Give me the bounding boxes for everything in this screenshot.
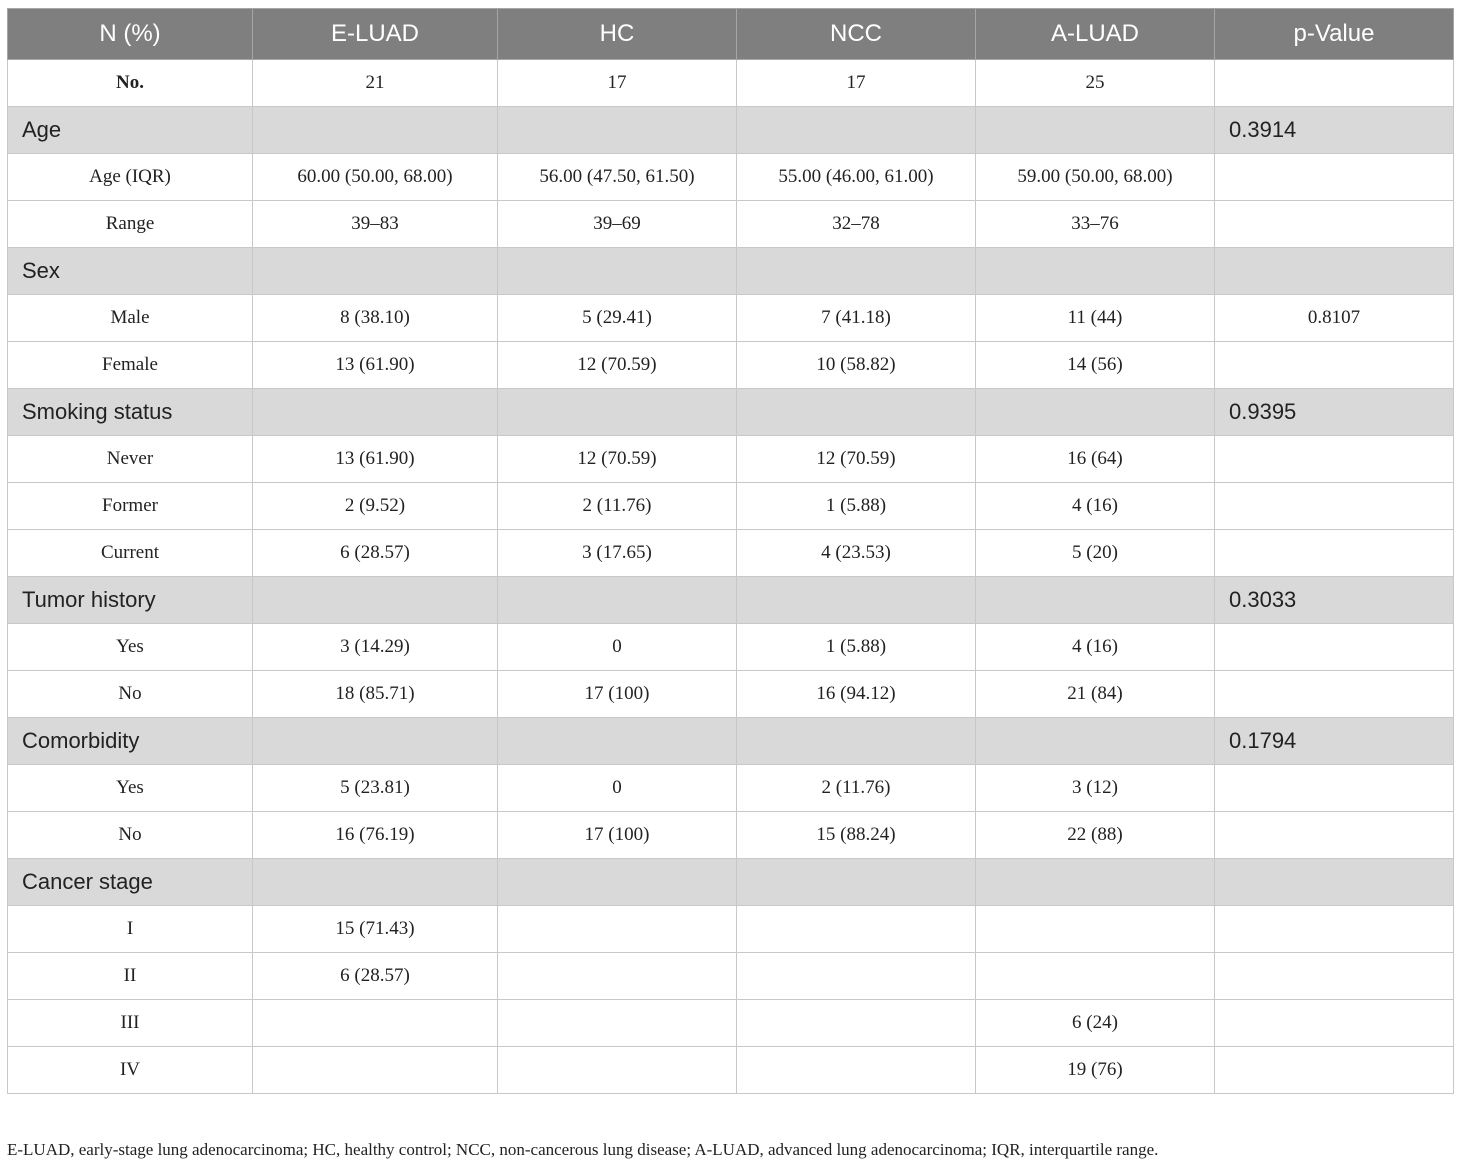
- section-title: Tumor history: [8, 577, 253, 624]
- cell-ncc: 1 (5.88): [737, 624, 976, 671]
- section-empty-cell: [737, 577, 976, 624]
- header-p-value: p-Value: [1215, 9, 1454, 60]
- section-row-tumor-history: [8, 577, 1454, 624]
- table-row: [8, 765, 1454, 812]
- cell-a-luad: 21 (84): [976, 671, 1215, 718]
- table-row: [8, 295, 1454, 342]
- cell-ncc: [737, 906, 976, 953]
- cell-hc: 5 (29.41): [498, 295, 737, 342]
- row-label: Female: [8, 342, 253, 389]
- cell-ncc: [737, 1047, 976, 1094]
- cell-a-luad: 25: [976, 60, 1215, 107]
- cell-hc: 39–69: [498, 201, 737, 248]
- section-title: Comorbidity: [8, 718, 253, 765]
- section-title: Sex: [8, 248, 253, 295]
- cell-p-value: [1215, 765, 1454, 812]
- table-row: [8, 953, 1454, 1000]
- table-row: [8, 436, 1454, 483]
- header-n-percent: N (%): [8, 9, 253, 60]
- cell-ncc: [737, 1000, 976, 1047]
- table-row: [8, 342, 1454, 389]
- row-label: Range: [8, 201, 253, 248]
- section-p-value: 0.3033: [1215, 577, 1454, 624]
- section-empty-cell: [737, 859, 976, 906]
- cell-e-luad: [253, 1000, 498, 1047]
- cell-a-luad: 6 (24): [976, 1000, 1215, 1047]
- row-label: II: [8, 953, 253, 1000]
- section-p-value: [1215, 248, 1454, 295]
- header-ncc: NCC: [737, 9, 976, 60]
- cell-a-luad: 33–76: [976, 201, 1215, 248]
- section-row-age: [8, 107, 1454, 154]
- header-hc: HC: [498, 9, 737, 60]
- cell-p-value: [1215, 812, 1454, 859]
- cell-a-luad: 14 (56): [976, 342, 1215, 389]
- section-empty-cell: [976, 718, 1215, 765]
- cell-a-luad: 3 (12): [976, 765, 1215, 812]
- section-empty-cell: [498, 718, 737, 765]
- row-label: Age (IQR): [8, 154, 253, 201]
- section-title: Cancer stage: [8, 859, 253, 906]
- cell-p-value: [1215, 671, 1454, 718]
- cell-p-value: 0.8107: [1215, 295, 1454, 342]
- table-row: [8, 1047, 1454, 1094]
- section-row-comorbidity: [8, 718, 1454, 765]
- row-label: Former: [8, 483, 253, 530]
- cell-p-value: [1215, 201, 1454, 248]
- cell-e-luad: 39–83: [253, 201, 498, 248]
- table-row: [8, 906, 1454, 953]
- cell-hc: 12 (70.59): [498, 342, 737, 389]
- row-label: No: [8, 671, 253, 718]
- cell-ncc: 15 (88.24): [737, 812, 976, 859]
- cell-e-luad: 13 (61.90): [253, 342, 498, 389]
- table-row: [8, 624, 1454, 671]
- cell-p-value: [1215, 953, 1454, 1000]
- table-row: [8, 201, 1454, 248]
- table-footnote: E-LUAD, early-stage lung adenocarcinoma; HC, healthy control; NCC, non-cancerous lung disease; A-LUAD, advanced lung adenocarcinoma; IQR, interquartile range.: [7, 1140, 1159, 1159]
- row-label: Male: [8, 295, 253, 342]
- section-empty-cell: [737, 107, 976, 154]
- section-empty-cell: [976, 107, 1215, 154]
- row-label: No: [8, 812, 253, 859]
- header-e-luad: E-LUAD: [253, 9, 498, 60]
- cell-p-value: [1215, 906, 1454, 953]
- section-empty-cell: [976, 859, 1215, 906]
- section-empty-cell: [976, 389, 1215, 436]
- cell-p-value: [1215, 342, 1454, 389]
- cell-hc: 0: [498, 765, 737, 812]
- row-label: I: [8, 906, 253, 953]
- section-empty-cell: [253, 248, 498, 295]
- cell-e-luad: 60.00 (50.00, 68.00): [253, 154, 498, 201]
- cell-ncc: 32–78: [737, 201, 976, 248]
- cell-ncc: 16 (94.12): [737, 671, 976, 718]
- section-p-value: 0.3914: [1215, 107, 1454, 154]
- table-row: [8, 671, 1454, 718]
- row-label: Yes: [8, 624, 253, 671]
- section-empty-cell: [498, 859, 737, 906]
- section-title: Smoking status: [8, 389, 253, 436]
- cell-e-luad: 5 (23.81): [253, 765, 498, 812]
- section-row-sex: [8, 248, 1454, 295]
- cell-ncc: 17: [737, 60, 976, 107]
- cell-ncc: 12 (70.59): [737, 436, 976, 483]
- cell-e-luad: 16 (76.19): [253, 812, 498, 859]
- cell-a-luad: 4 (16): [976, 624, 1215, 671]
- cell-e-luad: 8 (38.10): [253, 295, 498, 342]
- cell-p-value: [1215, 60, 1454, 107]
- cell-hc: 17 (100): [498, 812, 737, 859]
- header-a-luad: A-LUAD: [976, 9, 1215, 60]
- cell-hc: 12 (70.59): [498, 436, 737, 483]
- cell-hc: 3 (17.65): [498, 530, 737, 577]
- cell-ncc: 7 (41.18): [737, 295, 976, 342]
- cell-hc: 56.00 (47.50, 61.50): [498, 154, 737, 201]
- cell-ncc: 1 (5.88): [737, 483, 976, 530]
- cell-hc: [498, 953, 737, 1000]
- section-empty-cell: [498, 107, 737, 154]
- cell-p-value: [1215, 1047, 1454, 1094]
- section-empty-cell: [253, 577, 498, 624]
- section-p-value: 0.9395: [1215, 389, 1454, 436]
- section-title: Age: [8, 107, 253, 154]
- cell-p-value: [1215, 154, 1454, 201]
- section-p-value: 0.1794: [1215, 718, 1454, 765]
- cell-hc: 17: [498, 60, 737, 107]
- section-empty-cell: [498, 248, 737, 295]
- cell-ncc: 55.00 (46.00, 61.00): [737, 154, 976, 201]
- section-empty-cell: [737, 389, 976, 436]
- cell-e-luad: 21: [253, 60, 498, 107]
- cell-hc: 17 (100): [498, 671, 737, 718]
- section-empty-cell: [253, 718, 498, 765]
- cell-hc: [498, 906, 737, 953]
- section-empty-cell: [976, 248, 1215, 295]
- cell-e-luad: 15 (71.43): [253, 906, 498, 953]
- section-row-cancer-stage: [8, 859, 1454, 906]
- section-p-value: [1215, 859, 1454, 906]
- table-row: [8, 530, 1454, 577]
- row-label: IV: [8, 1047, 253, 1094]
- section-empty-cell: [737, 718, 976, 765]
- cell-a-luad: 4 (16): [976, 483, 1215, 530]
- cell-p-value: [1215, 624, 1454, 671]
- cell-p-value: [1215, 530, 1454, 577]
- cell-a-luad: [976, 906, 1215, 953]
- cell-a-luad: 11 (44): [976, 295, 1215, 342]
- cell-p-value: [1215, 1000, 1454, 1047]
- section-row-smoking: [8, 389, 1454, 436]
- cell-hc: 2 (11.76): [498, 483, 737, 530]
- cell-e-luad: 2 (9.52): [253, 483, 498, 530]
- cell-hc: 0: [498, 624, 737, 671]
- section-empty-cell: [253, 107, 498, 154]
- header-row: [8, 9, 1454, 60]
- section-empty-cell: [253, 389, 498, 436]
- cell-ncc: 2 (11.76): [737, 765, 976, 812]
- cell-e-luad: 13 (61.90): [253, 436, 498, 483]
- cell-p-value: [1215, 436, 1454, 483]
- section-empty-cell: [498, 389, 737, 436]
- cell-a-luad: 16 (64): [976, 436, 1215, 483]
- cell-ncc: 10 (58.82): [737, 342, 976, 389]
- cell-e-luad: 18 (85.71): [253, 671, 498, 718]
- row-label: Never: [8, 436, 253, 483]
- cell-p-value: [1215, 483, 1454, 530]
- table-row: [8, 483, 1454, 530]
- section-empty-cell: [976, 577, 1215, 624]
- cell-e-luad: 3 (14.29): [253, 624, 498, 671]
- cell-ncc: [737, 953, 976, 1000]
- row-label: Yes: [8, 765, 253, 812]
- demographics-table: [7, 8, 1454, 1094]
- table-row: [8, 154, 1454, 201]
- cell-a-luad: 22 (88): [976, 812, 1215, 859]
- cell-e-luad: 6 (28.57): [253, 530, 498, 577]
- cell-ncc: 4 (23.53): [737, 530, 976, 577]
- cell-e-luad: [253, 1047, 498, 1094]
- cell-e-luad: 6 (28.57): [253, 953, 498, 1000]
- cell-hc: [498, 1047, 737, 1094]
- row-label: Current: [8, 530, 253, 577]
- section-empty-cell: [253, 859, 498, 906]
- cell-a-luad: 59.00 (50.00, 68.00): [976, 154, 1215, 201]
- table-row-no: [8, 60, 1454, 107]
- section-empty-cell: [737, 248, 976, 295]
- cell-a-luad: [976, 953, 1215, 1000]
- row-label: III: [8, 1000, 253, 1047]
- cell-a-luad: 5 (20): [976, 530, 1215, 577]
- row-label: No.: [8, 60, 253, 107]
- section-empty-cell: [498, 577, 737, 624]
- table-row: [8, 1000, 1454, 1047]
- cell-a-luad: 19 (76): [976, 1047, 1215, 1094]
- table-row: [8, 812, 1454, 859]
- demographics-table-container: [7, 8, 1453, 1094]
- cell-hc: [498, 1000, 737, 1047]
